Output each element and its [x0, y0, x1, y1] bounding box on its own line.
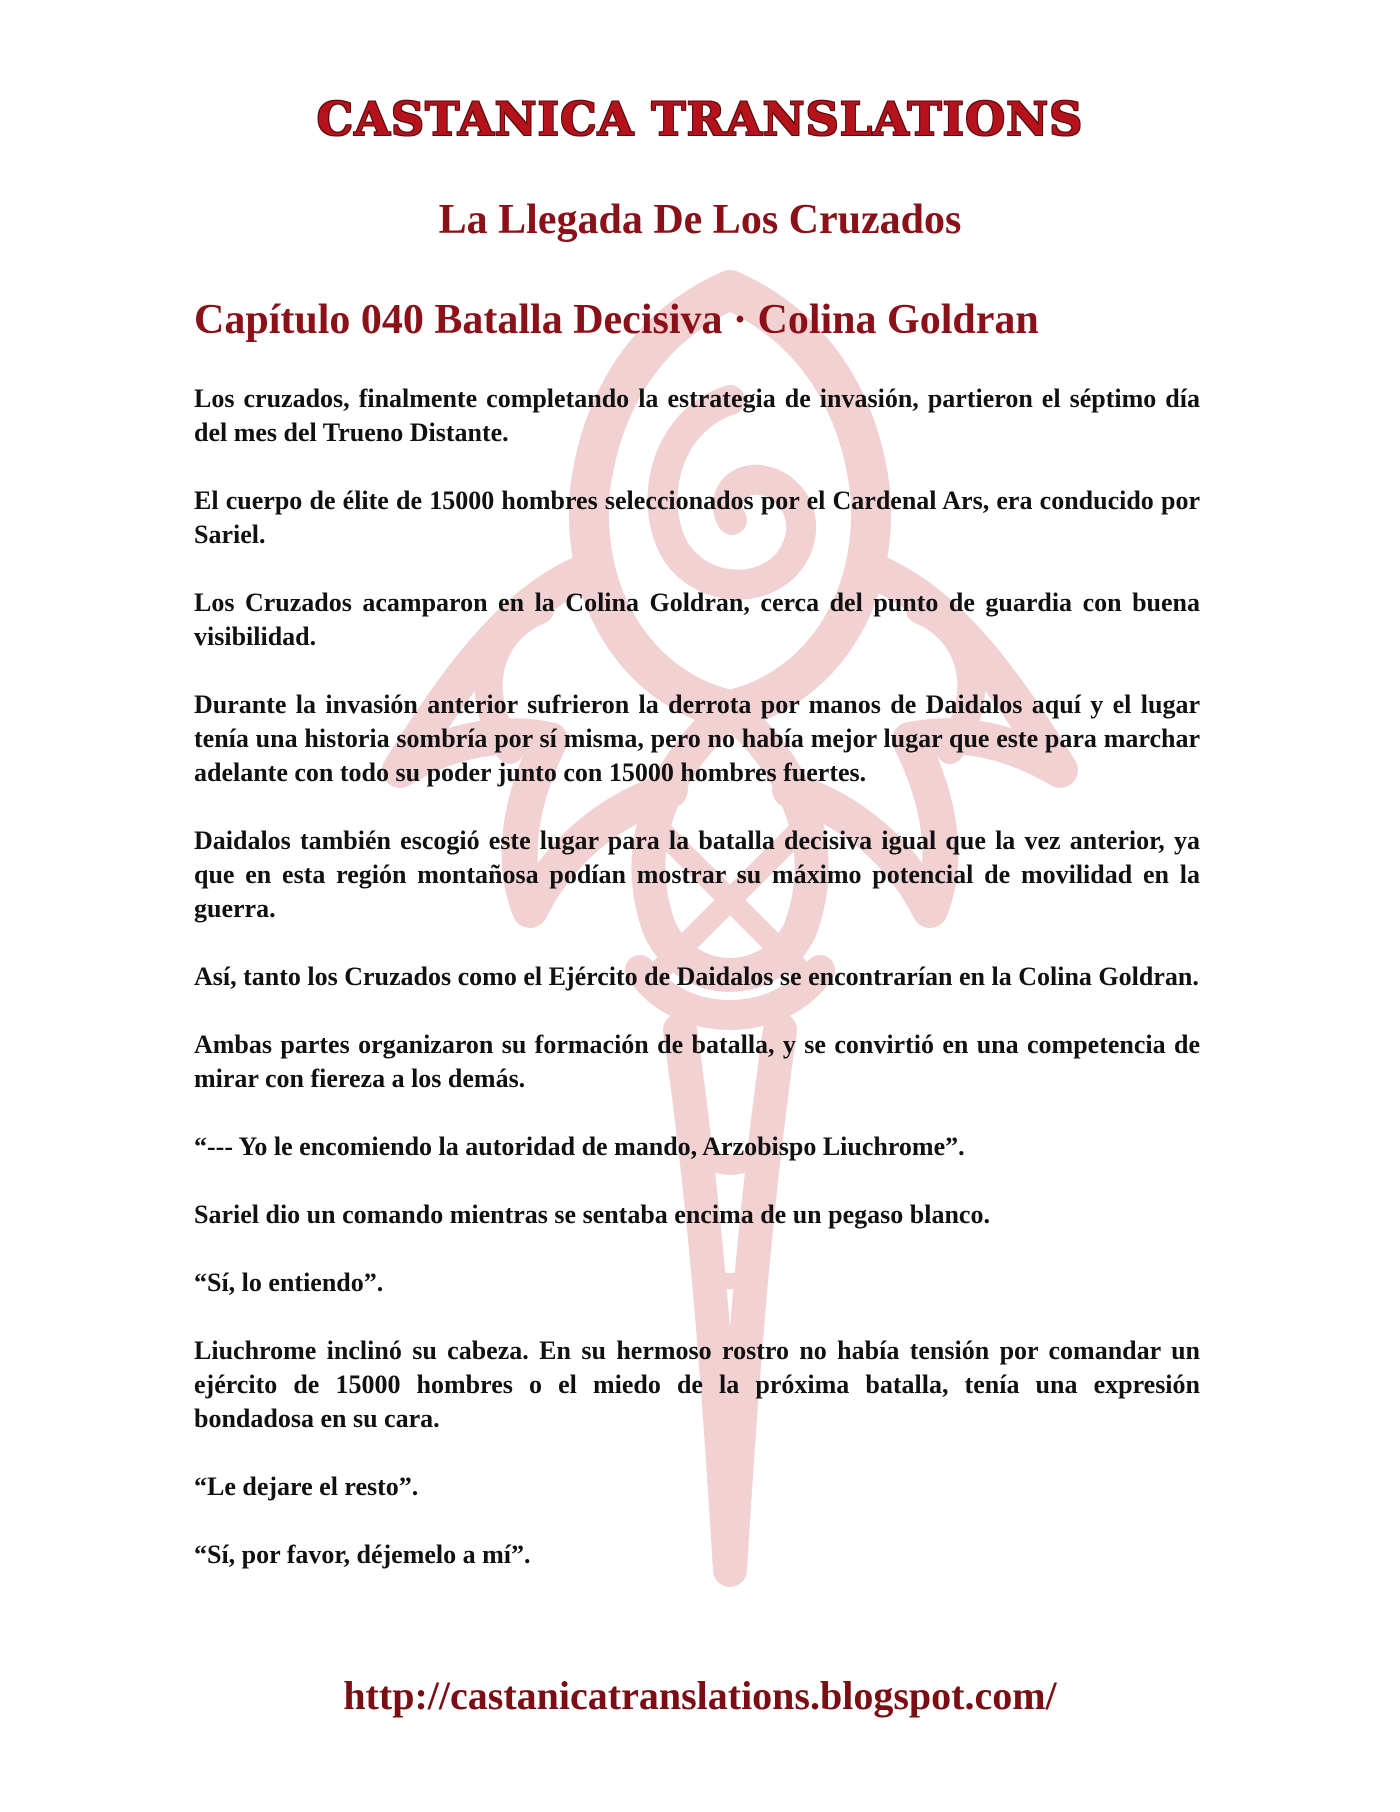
paragraph: Sariel dio un comando mientras se sentaba encima de un pegaso blanco.	[194, 1200, 990, 1229]
chapter-title: Capítulo 040 Batalla Decisiva · Colina Goldran	[194, 297, 1039, 343]
paragraph: Liuchrome inclinó su cabeza. En su hermoso rostro no había tensión por comandar un ejército de 15000 hombres o el miedo de la próxima batalla, tenía una expresión bondadosa en su cara.	[194, 1336, 1200, 1433]
book-title: La Llegada De Los Cruzados	[438, 197, 962, 243]
paragraph: “--- Yo le encomiendo la autoridad de mando, Arzobispo Liuchrome”.	[194, 1132, 965, 1161]
paragraph: Ambas partes organizaron su formación de batalla, y se convirtió en una competencia de mirar con fiereza a los demás.	[194, 1030, 1200, 1093]
paragraph: Los cruzados, finalmente completando la estrategia de invasión, partieron el séptimo día del mes del Trueno Distante.	[194, 384, 1200, 447]
chapter-body	[194, 382, 1200, 1606]
paragraph: “Sí, lo entiendo”.	[194, 1268, 384, 1297]
paragraph: “Le dejare el resto”.	[194, 1472, 419, 1501]
paragraph: Durante la invasión anterior sufrieron la derrota por manos de Daidalos aquí y el lugar tenía una historia sombría por sí misma, pero no había mejor lugar que este para marchar adelante con todo su poder junto con 15000 hombres fuertes.	[194, 690, 1200, 787]
paragraph: El cuerpo de élite de 15000 hombres seleccionados por el Cardenal Ars, era conducido por Sariel.	[194, 486, 1200, 549]
paragraph: Los Cruzados acamparon en la Colina Goldran, cerca del punto de guardia con buena visibilidad.	[194, 588, 1200, 651]
site-title: CASTANICA TRANSLATIONS	[316, 92, 1084, 146]
paragraph: “Sí, por favor, déjemelo a mí”.	[194, 1540, 531, 1569]
paragraph: Así, tanto los Cruzados como el Ejército de Daidalos se encontrarían en la Colina Goldran.	[194, 962, 1199, 991]
footer-url-link[interactable]: http://castanicatranslations.blogspot.com/	[343, 1673, 1057, 1718]
paragraph: Daidalos también escogió este lugar para la batalla decisiva igual que la vez anterior, ya que en esta región montañosa podían mostrar su máximo potencial de movilidad en la guerra.	[194, 826, 1200, 923]
